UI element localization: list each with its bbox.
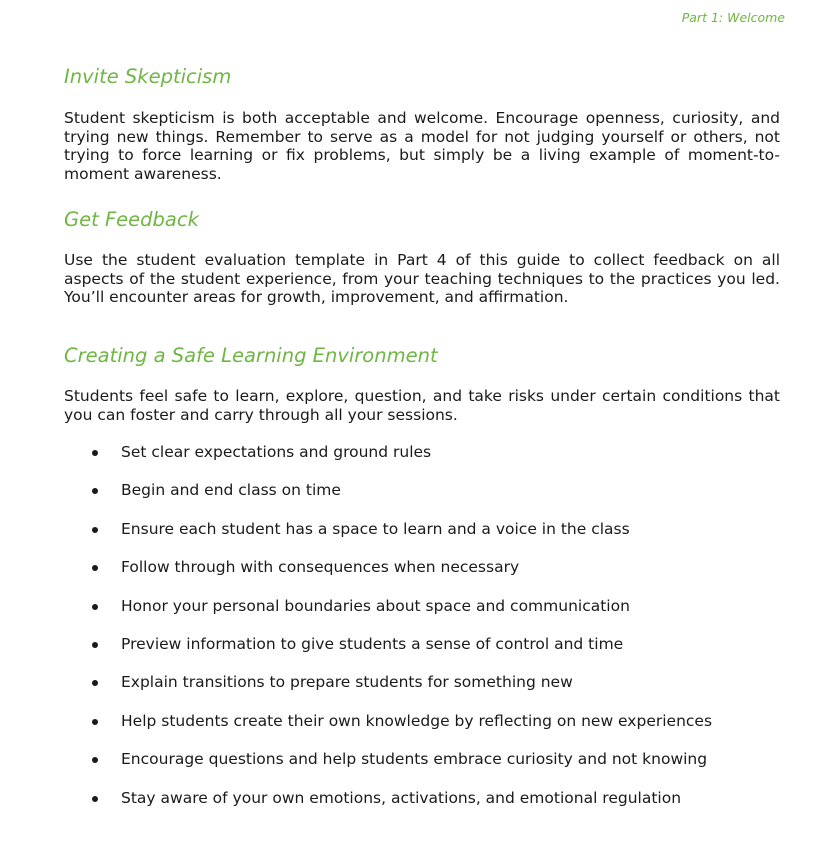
paragraph-get-feedback: Use the student evaluation template in Part 4 of this guide to collect feedback on all aspects of the student experience, from your teaching techniques to the practices you led. You’ll encounter areas for growth, improvement, and affirmation. — [64, 251, 780, 306]
bullet-icon — [92, 642, 98, 648]
list-item-text: Explain transitions to prepare students for something new — [121, 673, 573, 692]
bullet-icon — [92, 719, 98, 725]
bullet-icon — [92, 565, 98, 571]
list-item-text: Encourage questions and help students embrace curiosity and not knowing — [121, 750, 708, 769]
bullet-icon — [92, 604, 98, 610]
list-item-text: Honor your personal boundaries about space and communication — [121, 596, 630, 615]
list-item-text: Follow through with consequences when necessary — [121, 558, 520, 577]
bullet-icon — [92, 450, 98, 456]
running-header: Part 1: Welcome — [681, 10, 785, 25]
list-item-text: Set clear expectations and ground rules — [121, 443, 432, 461]
paragraph-invite-skepticism: Student skepticism is both acceptable and welcome. Encourage openness, curiosity, and trying new things. Remember to serve as a model for not judging yourself or others, not trying to force learning or fix problems, but simply be a living example of moment-to-moment awareness. — [64, 109, 780, 183]
heading-invite-skepticism: Invite Skepticism — [64, 65, 232, 88]
bullet-icon — [92, 488, 98, 494]
list-item-text: Begin and end class on time — [121, 481, 341, 500]
heading-get-feedback: Get Feedback — [64, 208, 199, 231]
bullet-icon — [92, 796, 98, 802]
list-item-text: Preview information to give students a sense of control and time — [121, 634, 624, 653]
list-item-text: Stay aware of your own emotions, activations, and emotional regulation — [121, 788, 682, 807]
paragraph-safe-learning-environment: Students feel safe to learn, explore, question, and take risks under certain conditions that you can foster and carry through all your sessions. — [64, 387, 780, 424]
heading-safe-learning-environment: Creating a Safe Learning Environment — [64, 344, 438, 367]
bullet-icon — [92, 680, 98, 686]
list-item-text: Help students create their own knowledge by reflecting on new experiences — [121, 711, 713, 730]
list-item-text: Ensure each student has a space to learn and a voice in the class — [121, 519, 630, 538]
bullet-icon — [92, 527, 98, 533]
bullet-icon — [92, 757, 98, 763]
